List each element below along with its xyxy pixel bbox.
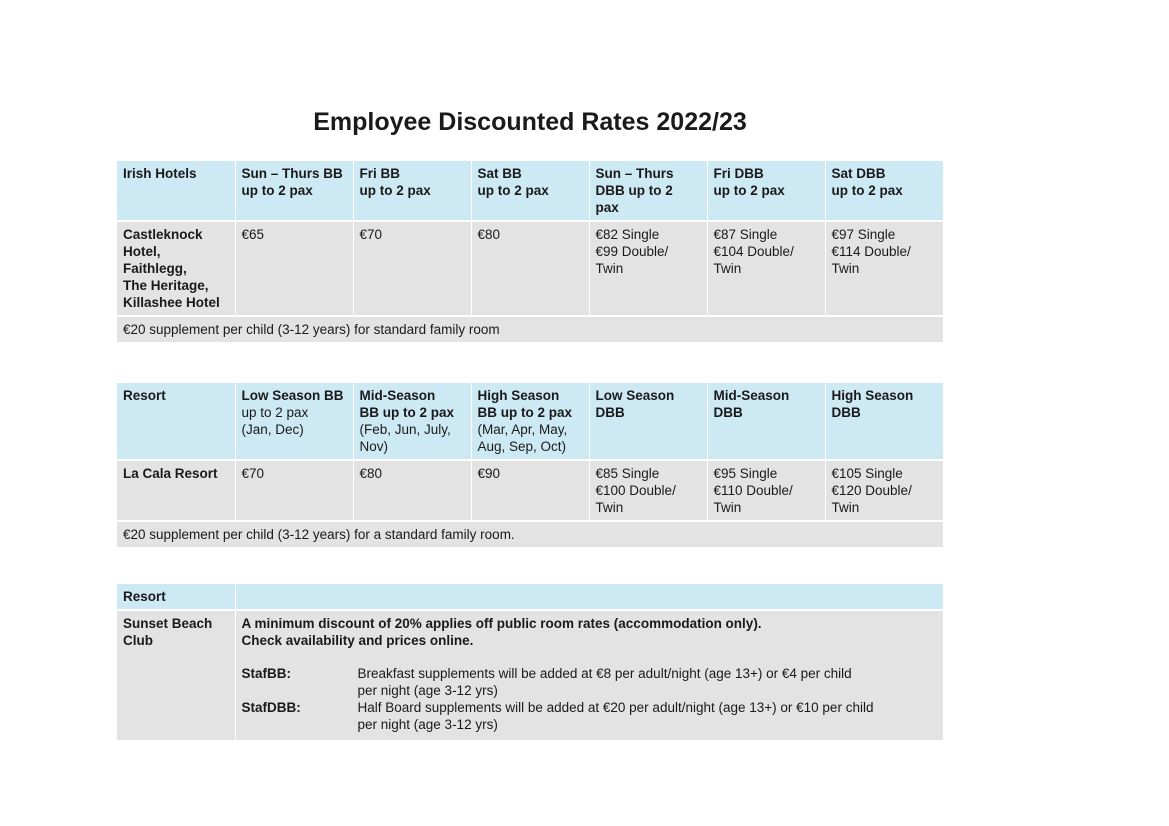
header-cell: [589, 161, 707, 221]
text-line: Sun – Thurs BB: [241, 166, 343, 181]
text-line: €104 Double/: [713, 244, 794, 259]
text-line: Twin: [595, 261, 624, 276]
header-cell: [825, 161, 943, 221]
text-line: up to 2 pax: [241, 405, 309, 420]
header-cell: [353, 383, 471, 460]
text-line: €85 Single: [595, 466, 660, 481]
rate-cell: [235, 460, 353, 521]
text-line: Low Season: [595, 388, 675, 403]
rate-cell: [235, 221, 353, 316]
text-line: Sunset Beach: [123, 616, 213, 631]
supplement-text: [358, 699, 938, 733]
header-cell-empty: [235, 584, 943, 610]
text-line: €90: [477, 466, 501, 481]
discount-text: [242, 615, 938, 649]
text-line: €100 Double/: [595, 483, 676, 498]
text-line: Twin: [713, 261, 742, 276]
header-cell: [825, 383, 943, 460]
text-line: up to 2 pax: [713, 183, 785, 198]
text-line: up to 2 pax: [241, 183, 313, 198]
header-cell: Resort: [117, 584, 235, 610]
header-cell: [117, 383, 235, 460]
text-line: €120 Double/: [831, 483, 912, 498]
text-line: DBB: [595, 405, 625, 420]
resort-name: [117, 610, 235, 740]
text-line: Faithlegg,: [123, 261, 187, 276]
header-cell: [707, 383, 825, 460]
rate-cell: [353, 221, 471, 316]
text-line: Twin: [595, 500, 624, 515]
text-line: Castleknock: [123, 227, 203, 242]
header-cell: [235, 161, 353, 221]
irish-hotels-rate-row: [117, 221, 943, 316]
header-cell: [235, 383, 353, 460]
text-line: High Season: [831, 388, 914, 403]
rate-cell: [471, 460, 589, 521]
text-line: €99 Double/: [595, 244, 669, 259]
text-line: €110 Double/: [713, 483, 793, 498]
text-line: €80: [359, 466, 383, 481]
text-line: A minimum discount of 20% applies off public room rates (accommodation only).: [241, 616, 762, 631]
header-cell: [471, 161, 589, 221]
resort-note-row: [117, 521, 943, 547]
header-cell: [117, 161, 235, 221]
text-line: pax: [595, 200, 619, 215]
text-line: High Season: [477, 388, 560, 403]
rate-cell: [589, 460, 707, 521]
text-line: €105 Single: [831, 466, 903, 481]
header-cell: [471, 383, 589, 460]
text-line: DBB: [831, 405, 861, 420]
text-line: Mid-Season: [359, 388, 436, 403]
header-cell: [353, 161, 471, 221]
text-line: DBB: [713, 405, 743, 420]
resort-name: La Cala Resort: [117, 460, 235, 521]
rate-cell: [589, 221, 707, 316]
text-line: Hotel,: [123, 244, 161, 259]
text-line: €97 Single: [831, 227, 896, 242]
text-line: (Mar, Apr, May,: [477, 422, 568, 437]
child-supplement-note: €20 supplement per child (3-12 years) for standard family room: [117, 316, 943, 342]
text-line: DBB up to 2: [595, 183, 673, 198]
page-title: Employee Discounted Rates 2022/23: [313, 108, 747, 136]
rate-cell: [825, 221, 943, 316]
rate-cell: [471, 221, 589, 316]
sunset-detail-row: [117, 610, 943, 740]
text-line: Breakfast supplements will be added at €8 per adult/night (age 13+) or €4 per child: [357, 666, 852, 681]
text-line: Twin: [831, 500, 860, 515]
sunset-beach-table: [117, 584, 943, 740]
text-line: €114 Double/: [831, 244, 911, 259]
text-line: €70: [359, 227, 383, 242]
hotel-names: [117, 221, 235, 316]
text-line: Low Season BB: [241, 388, 344, 403]
text-line: Resort: [123, 388, 166, 403]
text-line: €70: [241, 466, 265, 481]
resort-rate-row: [117, 460, 943, 521]
resort-header-row: [117, 383, 943, 460]
text-line: per night (age 3-12 yrs): [357, 683, 498, 698]
text-line: Club: [123, 633, 153, 648]
rate-cell: [825, 460, 943, 521]
supplement-text: [358, 665, 938, 699]
sunset-details: [235, 610, 943, 740]
text-line: Half Board supplements will be added at €20 per adult/night (age 13+) or €10 per child: [357, 700, 874, 715]
text-line: Sat BB: [477, 166, 522, 181]
text-line: €87 Single: [713, 227, 778, 242]
rate-cell: [707, 221, 825, 316]
text-line: up to 2 pax: [477, 183, 549, 198]
text-line: Irish Hotels: [123, 166, 197, 181]
text-line: Twin: [713, 500, 742, 515]
text-line: The Heritage,: [123, 278, 209, 293]
irish-hotels-header-row: [117, 161, 943, 221]
text-line: Twin: [831, 261, 860, 276]
text-line: Sat DBB: [831, 166, 886, 181]
text-line: Fri BB: [359, 166, 400, 181]
text-line: Aug, Sep, Oct): [477, 439, 567, 454]
supplement-label: StafDBB:: [241, 700, 301, 715]
text-line: Check availability and prices online.: [241, 633, 474, 648]
supplement-list: [242, 665, 938, 733]
text-line: up to 2 pax: [359, 183, 431, 198]
header-cell: [589, 383, 707, 460]
text-line: €65: [241, 227, 265, 242]
resort-table: [117, 383, 943, 547]
text-line: up to 2 pax: [831, 183, 903, 198]
text-line: Mid-Season: [713, 388, 790, 403]
text-line: Nov): [359, 439, 389, 454]
rate-cell: [707, 460, 825, 521]
text-line: Sun – Thurs: [595, 166, 674, 181]
text-line: per night (age 3-12 yrs): [357, 717, 498, 732]
text-line: €95 Single: [713, 466, 778, 481]
header-cell: [707, 161, 825, 221]
supplement-label: StafBB:: [241, 666, 291, 681]
text-line: Fri DBB: [713, 166, 764, 181]
text-line: BB up to 2 pax: [359, 405, 455, 420]
text-line: (Jan, Dec): [241, 422, 304, 437]
text-line: €80: [477, 227, 501, 242]
child-supplement-note: €20 supplement per child (3-12 years) for a standard family room.: [117, 521, 943, 547]
text-line: €82 Single: [595, 227, 660, 242]
irish-hotels-table: [117, 161, 943, 342]
irish-hotels-note-row: [117, 316, 943, 342]
rate-cell: [353, 460, 471, 521]
text-line: (Feb, Jun, July,: [359, 422, 451, 437]
sunset-header-row: [117, 584, 943, 610]
text-line: Killashee Hotel: [123, 295, 220, 310]
text-line: BB up to 2 pax: [477, 405, 573, 420]
